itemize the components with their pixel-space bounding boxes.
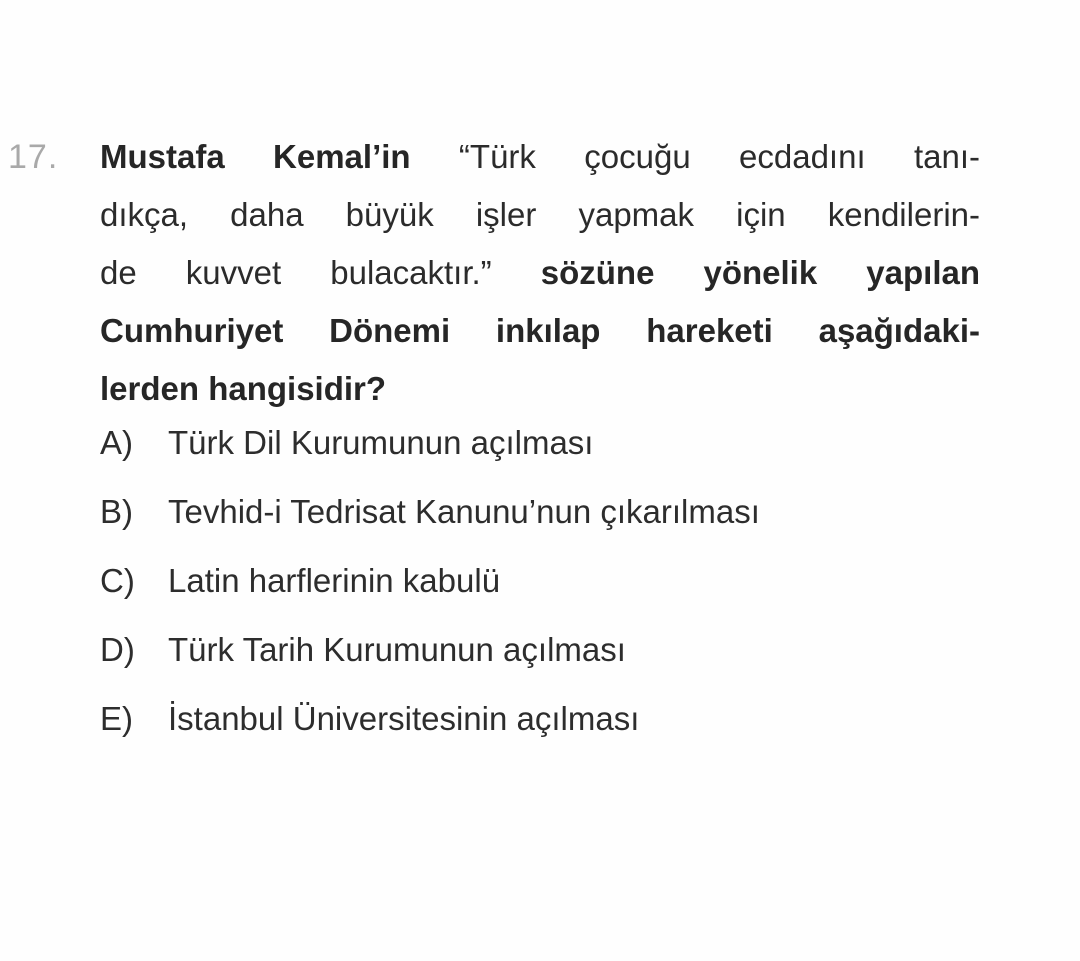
option-text: Latin harflerinin kabulü <box>168 562 501 599</box>
question-bold-text: sözüne yönelik yapılan <box>491 254 981 291</box>
option-c[interactable] <box>100 552 900 621</box>
option-letter: E) <box>100 700 133 737</box>
option-letter: C) <box>100 562 135 599</box>
option-d[interactable] <box>100 621 900 690</box>
question-quote-text: dıkça, daha büyük işler yapmak için kendilerin- <box>100 196 980 233</box>
option-text: Türk Tarih Kurumunun açılması <box>168 631 626 668</box>
question-number: 17. <box>8 138 59 176</box>
question-bold-text: Mustafa Kemal’in <box>100 138 411 175</box>
option-text: İstanbul Üniversitesinin açılması <box>168 700 640 737</box>
question-line-4 <box>100 302 980 360</box>
option-b[interactable] <box>100 483 900 552</box>
question-stem <box>100 128 980 418</box>
option-letter: B) <box>100 493 133 530</box>
option-text: Tevhid-i Tedrisat Kanunu’nun çıkarılması <box>168 493 760 530</box>
question-bold-text: lerden hangisidir? <box>100 370 387 407</box>
question-line-2 <box>100 186 980 244</box>
option-letter: A) <box>100 424 133 461</box>
question-quote-text: “Türk çocuğu ecdadını tanı- <box>410 138 980 175</box>
question-quote-text: de kuvvet bulacaktır.” <box>100 254 492 291</box>
answer-options <box>100 414 900 759</box>
question-line-5 <box>100 360 980 418</box>
option-e[interactable] <box>100 690 900 759</box>
question-bold-text: Cumhuriyet Dönemi inkılap hareketi aşağıdaki- <box>100 312 980 349</box>
question-line-3 <box>100 244 980 302</box>
option-letter: D) <box>100 631 135 668</box>
question-line-1 <box>100 128 980 186</box>
option-text: Türk Dil Kurumunun açılması <box>168 424 594 461</box>
option-a[interactable] <box>100 414 900 483</box>
